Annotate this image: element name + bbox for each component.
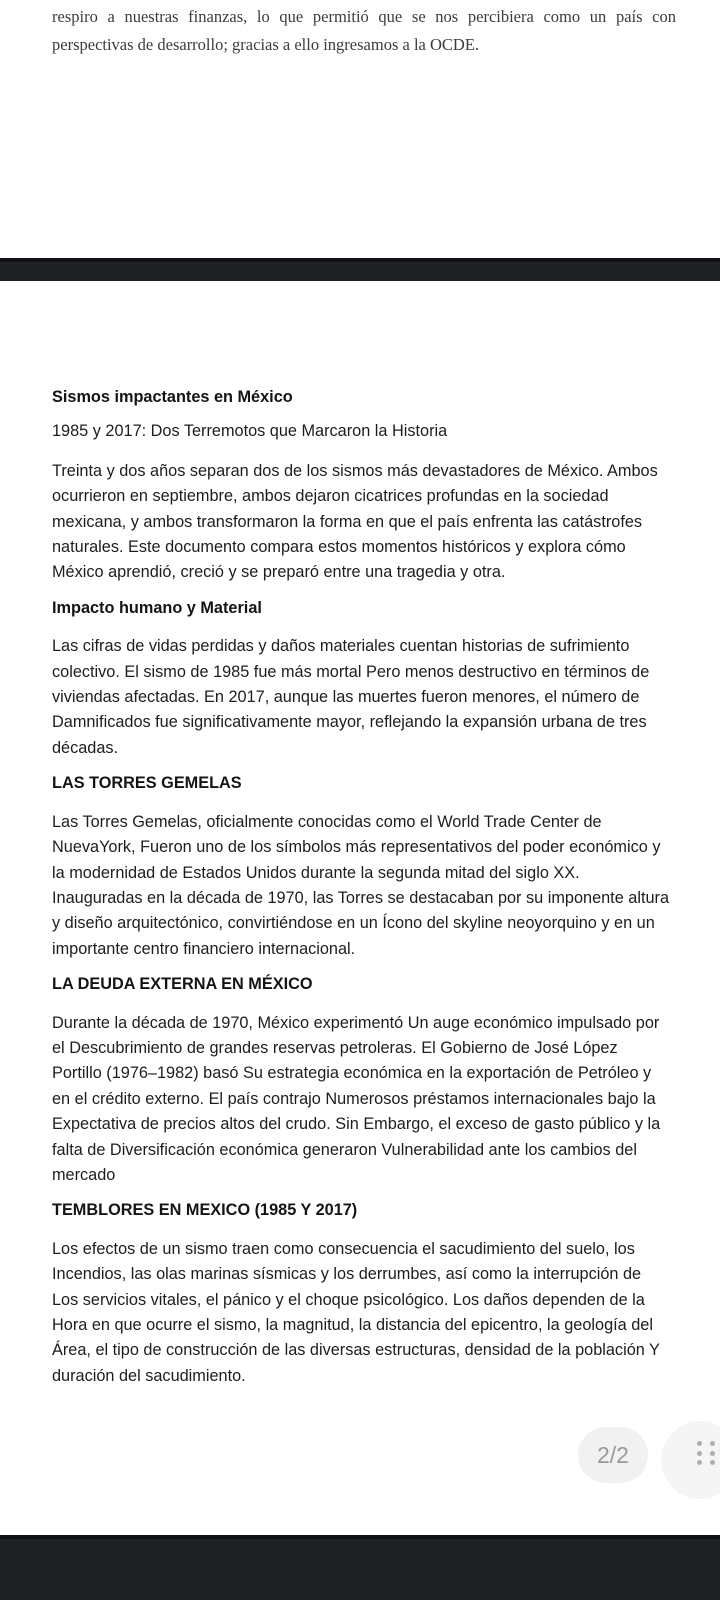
page-indicator-pill (578, 1427, 648, 1483)
section-heading: LAS TORRES GEMELAS (52, 774, 242, 793)
section-heading: TEMBLORES EN MEXICO (1985 Y 2017) (52, 1201, 358, 1220)
page-1 (0, 0, 720, 258)
section-paragraph: Durante la década de 1970, México experimentó Un auge económico impulsado por el Descubrimiento de grandes reservas petroleras. El Gobierno de José López Portillo (1976–1982) basó Su estrategia económica en la exportación de Petróleo y en el crédito externo. El país contrajo Numerosos préstamos internacionales bajo la Expectativa de precios altos del crudo. Sin Embargo, el exceso de gasto público y la falta de Diversificación económica generaron Vulnerabilidad ante los cambios del mercado (52, 1013, 661, 1184)
section-paragraph: Los efectos de un sismo traen como consecuencia el sacudimiento del suelo, los Incendios, las olas marinas sísmicas y los derrumbes, así como la interrupción de Los servicios vitales, el pánico y el choque psicológico. Los daños dependen de la Hora en que ocurre el sismo, la magnitud, la distancia del epicentro, la geología del Área, el tipo de construcción de las diversas estructuras, densidad de la población Y duración del sacudimiento. (52, 1239, 660, 1385)
section-subheading: 1985 y 2017: Dos Terremotos que Marcaron la Historia (52, 422, 448, 441)
section-paragraph: Treinta y dos años separan dos de los sismos más devastadores de México. Ambos ocurrieron en septiembre, ambos dejaron cicatrices profundas en la sociedad mexicana, y ambos transformaron la forma en que el país enfrenta las catástrofes naturales. Este documento compara estos momentos históricos y explora cómo México aprendió, creció y se preparó entre una tragedia y otra. (52, 461, 658, 582)
section-heading: Sismos impactantes en México (52, 388, 293, 406)
page-edge-shadow (0, 258, 720, 262)
page1-trailing-paragraph: respiro a nuestras finanzas, lo que permitió que se nos percibiera como un país con perspectivas de desarrollo; gracias a ello ingresamos a la OCDE. (52, 7, 676, 54)
grid-dots-icon (697, 1441, 715, 1465)
document-section (52, 385, 670, 586)
section-heading: LA DEUDA EXTERNA EN MÉXICO (52, 975, 313, 994)
document-section (52, 972, 670, 1188)
page-indicator-label: 2/2 (597, 1441, 629, 1468)
document-section (52, 596, 670, 761)
section-paragraph: Las cifras de vidas perdidas y daños materiales cuentan historias de sufrimiento colectivo. El sismo de 1985 fue más mortal Pero menos destructivo en términos de viviendas afectadas. En 2017, aunque las muertes fueron menores, el número de Damnificados fue significativamente mayor, reflejando la expansión urbana de tres décadas. (52, 637, 650, 757)
page-2 (0, 281, 720, 1535)
section-heading: Impacto humano y Material (52, 598, 262, 617)
document-section (52, 1198, 670, 1389)
document-section (52, 771, 670, 962)
page-edge-shadow (0, 1535, 720, 1539)
section-paragraph: Las Torres Gemelas, oficialmente conocidas como el World Trade Center de NuevaYork, Fueron uno de los símbolos más representativos del poder económico y la modernidad de Estados Unidos durante la segunda mitad del siglo XX. Inauguradas en la década de 1970, las Torres se destacaban por su imponente altura y diseño arquitectónico, convirtiéndose en un Ícono del skyline neoyorquino y en un importante centro financiero internacional. (52, 812, 670, 958)
